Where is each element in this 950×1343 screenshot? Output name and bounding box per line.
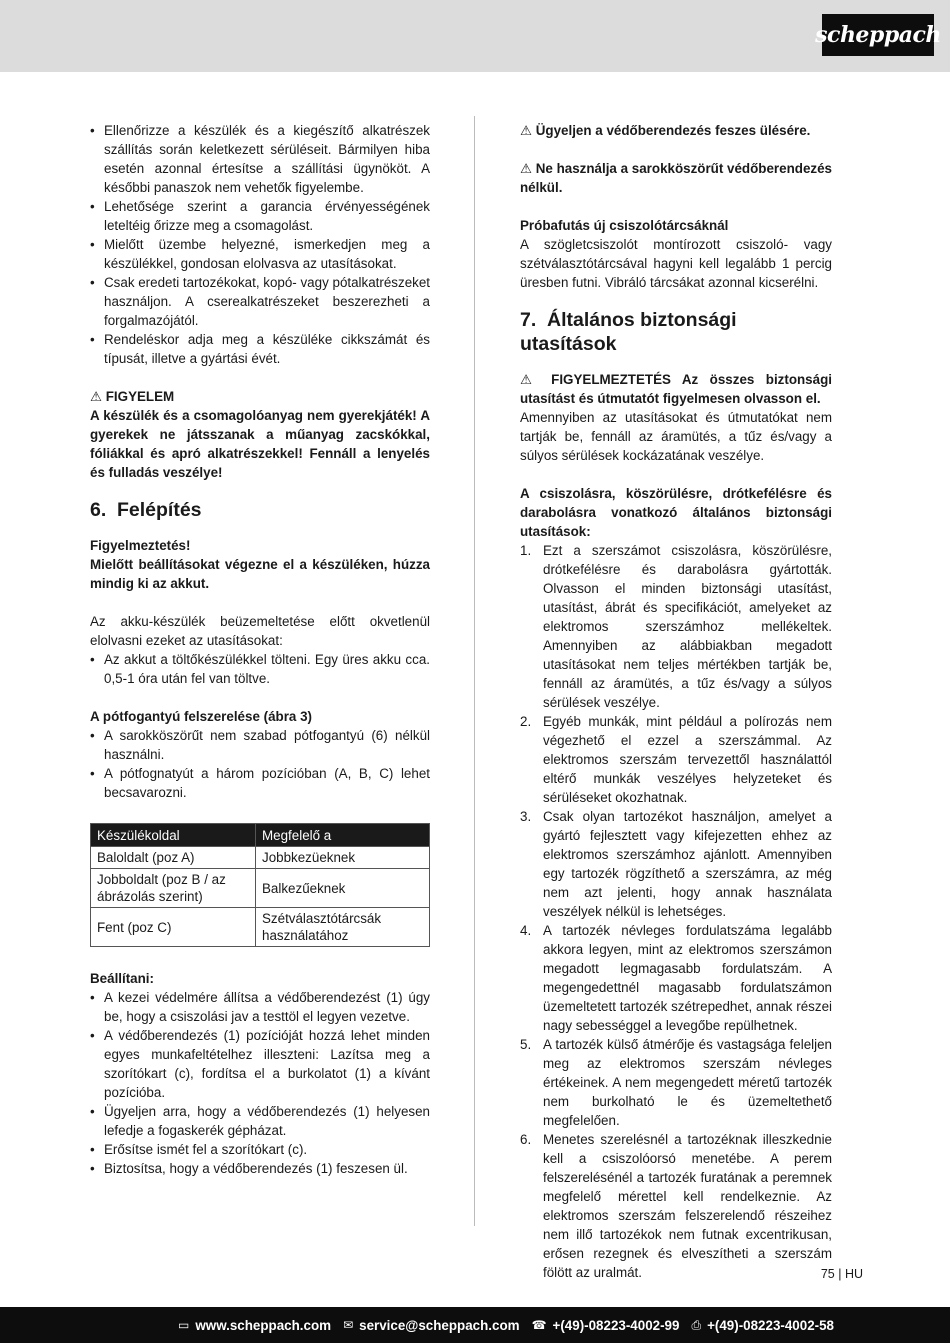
warning-text: A készülék és a csomagolóanyag nem gyerekjáték! A gyerekek ne játsszanak a műanyag zacskókkal, fóliákkal és apró alkatrészekkel! Fennáll a lenyelés és fulladás veszélye! [90, 408, 430, 480]
email-icon: ✉ [343, 1317, 354, 1332]
list-item: 5. A tartozék külső átmérője és vastagsága feleljen meg az elektromos szerszám névleges értékeinek. A nem megengedett méretű tartozék nem burkolható le és üzemeltethető megfelelően. [520, 1037, 832, 1128]
safety-numbered-list [520, 541, 832, 1282]
list-item: 3. Csak olyan tartozékot használjon, amelyet a gyártó fejlesztett vagy kifejezetten ehhez az elektromos szerszámhoz ajánlott. Amennyiben egy tartozék rögzíthető a szerszámra, az még nem azt jelenti, hogy annak használata veszélyek nélkül is lehetséges. [520, 809, 832, 919]
list-item: • Lehetősége szerint a garancia érvényességének leteltéig őrizze meg a csomagolást. [90, 197, 430, 235]
section-number: 6. [90, 499, 107, 521]
page-number: 75 | HU [820, 1267, 863, 1281]
test-run-title: Próbafutás új csiszolótárcsáknál [520, 218, 729, 233]
header-bar [0, 0, 950, 72]
table-cell: Jobbkezüeknek [256, 847, 430, 869]
list-item: 1. Ezt a szerszámot csiszolásra, köszörülésre, drótkefélésre és darabolásra gyártották. Olvasson el minden biztonsági utasítást, utasítást, ábrát és specifikációt, amelyeket az elektromos szerszámhoz mellékeltek. Amennyiben az alábbiakban megadott utasításokat nem teljes mértékben tartják be, fennáll az áramütés, a tűz és/vagy a súlyos sérülések veszélye. [520, 543, 832, 710]
table-cell: Fent (poz C) [91, 908, 256, 947]
list-item: • Az akkut a töltőkészülékkel tölteni. Egy üres akku cca. 0,5-1 óra után fel van töltve. [90, 650, 430, 688]
intro-bullet-list [90, 121, 430, 368]
phone-icon: ☎ [531, 1317, 547, 1332]
note-text: Mielőtt beállításokat végezne el a készüléken, húzza mindig ki az akkut. [90, 557, 430, 591]
table-cell: Balkezűeknek [256, 869, 430, 908]
handle-bullet-list [90, 726, 430, 802]
warning-triangle-icon: ⚠ [520, 161, 533, 176]
scheppach-logo: scheppach [822, 14, 934, 56]
test-run-text: A szögletcsiszolót montírozott csiszoló- vagy szétválasztótárcsával hagyni kell legalább 1 percig üresben futni. Vibráló tárcsákat azonnal kicserélni. [520, 237, 832, 290]
table-header-cell: Megfelelő a [256, 824, 430, 847]
table-row [91, 869, 430, 908]
adjust-bullet-list [90, 988, 430, 1178]
column-divider [474, 116, 475, 1226]
warning-triangle-icon: ⚠ [520, 372, 540, 387]
warning-text: Ne használja a sarokköszörűt védőberendezés nélkül. [520, 161, 832, 195]
footer-email[interactable] [343, 1316, 520, 1335]
list-item: • A pótfognatyút a három pozícióban (A, B, C) lehet becsavarozni. [90, 764, 430, 802]
fax-icon: ⎙ [691, 1317, 702, 1332]
table-row [91, 908, 430, 947]
list-item: • Ügyeljen arra, hogy a védőberendezés (1) helyesen lefedje a fogaskerék gépházat. [90, 1102, 430, 1140]
warning-heading [90, 387, 430, 406]
left-column [90, 121, 430, 1178]
phone-number: +(49)-08223-4002-99 [552, 1317, 680, 1333]
warning-label: FIGYELMEZTETÉS [551, 372, 671, 387]
general-warning-text: Amennyiben az utasításokat és útmutatókat nem tartják be, fennáll az áramütés, a tűz és/vagy a súlyos sérülések kockázatának veszélye. [520, 410, 832, 463]
footer-fax [691, 1316, 834, 1335]
list-item: • A védőberendezés (1) pozícióját hozzá lehet minden egyes munkafeltételhez illeszteni: Lazítsa meg a szorítókart (c), fordítsa el a burkolatot (1) a kívánt pozícióba. [90, 1026, 430, 1102]
right-column [520, 121, 832, 1282]
website-link[interactable]: www.scheppach.com [195, 1317, 332, 1333]
list-item: • Erősítse ismét fel a szorítókart (c). [90, 1140, 430, 1159]
warning-guard-required [520, 159, 832, 197]
table-row [91, 847, 430, 869]
warning-triangle-icon: ⚠ [90, 389, 103, 404]
list-item: • Ellenőrizze a készülék és a kiegészítő alkatrészek szállítás során keletkezett sérüléseit. Bármilyen hiba esetén azonnal értesítse a szállítási ügynököt. A későbbi panaszok nem vehetők figyelembe. [90, 121, 430, 197]
handle-position-table [90, 823, 430, 947]
email-link[interactable]: service@scheppach.com [359, 1317, 520, 1333]
list-item: • Csak eredeti tartozékokat, kopó- vagy pótalkatrészeket használjon. A cserealkatrészeket beszerezheti a forgalmazójától. [90, 273, 430, 330]
section-heading-6 [90, 498, 430, 522]
fax-number: +(49)-08223-4002-58 [707, 1317, 834, 1333]
section-number: 7. [520, 309, 537, 331]
note-title: Figyelmeztetés! [90, 538, 191, 553]
handle-title: A pótfogantyú felszerelése (ábra 3) [90, 709, 312, 724]
table-header-row [91, 824, 430, 847]
warning-instruction: Az összes biztonsági utasítást és útmutatót figyelmesen olvasson el. [520, 372, 832, 406]
warning-triangle-icon: ⚠ [520, 123, 533, 138]
table-cell: Szétválasztótárcsák használatához [256, 908, 430, 947]
list-item: • A kezei védelmére állítsa a védőberendezést (1) úgy be, hogy a csiszolási jav a testtöl el legyen vezetve. [90, 988, 430, 1026]
adjust-title: Beállítani: [90, 971, 154, 986]
warning-title: FIGYELEM [105, 389, 175, 404]
section-title: Felépítés [117, 499, 202, 521]
computer-icon: ▭ [178, 1317, 190, 1332]
section-title: Általános biztonsági utasítások [520, 309, 737, 355]
table-header-cell: Készülékoldal [91, 824, 256, 847]
general-warning-heading [520, 370, 832, 408]
list-item: 2. Egyéb munkák, mint például a polírozás nem végezhető el ezzel a szerszámmal. Az elektromos szerszám tervezettől használattól eltérő munkák veszélyes helyzeteket és sérüléseket okozhatnak. [520, 714, 832, 805]
warning-text: Ügyeljen a védőberendezés feszes ülésére. [535, 123, 811, 138]
list-item: 4. A tartozék névleges fordulatszáma legalább akkora legyen, mint az elektromos szerszámon megadott legmagasabb fordulatszám. A megengedettnél magasabb fordulatszámon üzemeltetett tartozék szétrepedhet, annak részei nagy sebességgel a levegőbe repülhetnek. [520, 923, 832, 1033]
footer-phone [532, 1316, 680, 1335]
table-cell: Baloldalt (poz A) [91, 847, 256, 869]
section-heading-7 [520, 308, 832, 356]
general-safety-title: A csiszolásra, köszörülésre, drótkefélésre és darabolásra vonatkozó általános biztonsági utasítások: [520, 486, 832, 539]
list-item: • Biztosítsa, hogy a védőberendezés (1) feszesen ül. [90, 1159, 430, 1178]
list-item: • Rendeléskor adja meg a készüléke cikkszámát és típusát, illetve a gyártási évét. [90, 330, 430, 368]
table-cell: Jobboldalt (poz B / az ábrázolás szerint) [91, 869, 256, 908]
footer-bar [0, 1307, 950, 1343]
list-item: • A sarokköszörűt nem szabad pótfogantyú (6) nélkül használni. [90, 726, 430, 764]
warning-guard-seat [520, 121, 832, 140]
footer-website[interactable] [178, 1316, 331, 1335]
akku-intro: Az akku-készülék beüzemeltetése előtt okvetlenül elolvasni ezeket az utasításokat: [90, 614, 430, 648]
akku-bullet-list [90, 650, 430, 688]
list-item: 6. Menetes szerelésnél a tartozéknak illeszkednie kell a csiszolóorsó menetébe. A perem felszerelésénél a tartozék furatának a peremnek megfelelő mérettel kell rendelkeznie. Az elektromos szerszám felszerelendő részeihez nem illő tartozékok nem futnak excentrikusan, erősen rezegnek és elveszítheti a szerszám fölött az uralmát. [520, 1132, 832, 1280]
list-item: • Mielőtt üzembe helyezné, ismerkedjen meg a készülékkel, gondosan elolvasva az utasításokat. [90, 235, 430, 273]
